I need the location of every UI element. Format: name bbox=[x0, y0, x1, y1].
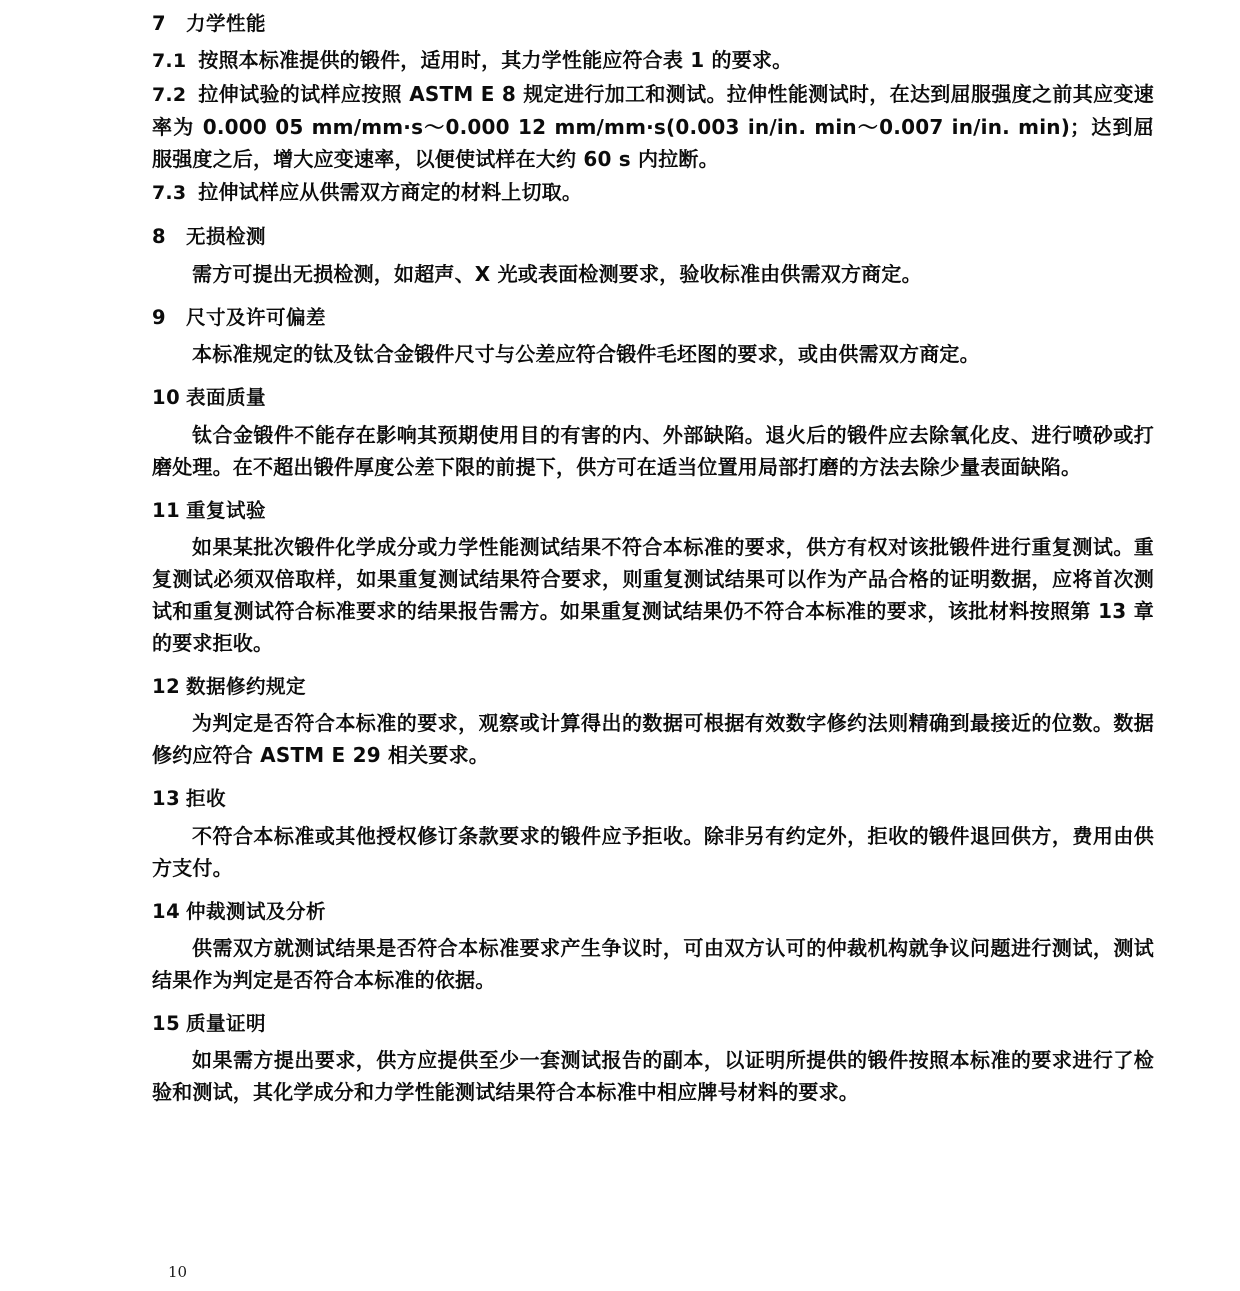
section-title-12: 数据修约规定 bbox=[186, 674, 307, 698]
section-number-14: 14 bbox=[152, 899, 181, 923]
clause-text-7-2: 拉伸试验的试样应按照 ASTM E 8 规定进行加工和测试。拉伸性能测试时，在达到屈服强度之前其应变速率为 0.000 05 mm/mm·s～0.000 12 mm/mm·s(0.003 in/in. min～0.007 in/in. min)；达到屈服强度之后，增大应变速率，以便使试样在大约 60 s 内拉断。 bbox=[152, 82, 1154, 172]
clause-text-7-1: 按照本标准提供的锻件，适用时，其力学性能应符合表 1 的要求。 bbox=[198, 48, 793, 73]
section-title-11: 重复试验 bbox=[186, 498, 267, 522]
clause-7-1 bbox=[152, 44, 1154, 77]
section-number-9: 9 bbox=[152, 305, 167, 329]
section-title-9: 尺寸及许可偏差 bbox=[186, 305, 327, 329]
section-heading-7 bbox=[152, 12, 1154, 36]
section-heading-14 bbox=[152, 900, 1154, 924]
section-heading-9 bbox=[152, 306, 1154, 330]
section-number-13: 13 bbox=[152, 787, 181, 811]
section-block-12 bbox=[152, 675, 1154, 771]
clause-text-7-3: 拉伸试样应从供需双方商定的材料上切取。 bbox=[198, 180, 583, 205]
section-heading-12 bbox=[152, 675, 1154, 699]
section-number-10: 10 bbox=[152, 386, 181, 410]
section-title-7: 力学性能 bbox=[186, 12, 267, 35]
section-block-9 bbox=[152, 306, 1154, 370]
section-number-7: 7 bbox=[152, 12, 167, 35]
section-block-11 bbox=[152, 499, 1154, 659]
clause-label-7-2: 7.2 bbox=[152, 84, 187, 107]
section-paragraph-12-1: 为判定是否符合本标准的要求，观察或计算得出的数据可根据有效数字修约法则精确到最接近的位数。数据修约应符合 ASTM E 29 相关要求。 bbox=[152, 711, 1154, 768]
section-title-14: 仲裁测试及分析 bbox=[186, 899, 327, 923]
section-title-10: 表面质量 bbox=[186, 386, 267, 410]
section-number-8: 8 bbox=[152, 225, 167, 249]
section-block-7 bbox=[152, 12, 1154, 209]
section-paragraph-9-1: 本标准规定的钛及钛合金锻件尺寸与公差应符合锻件毛坯图的要求，或由供需双方商定。 bbox=[192, 342, 980, 367]
section-title-13: 拒收 bbox=[186, 787, 227, 811]
section-paragraph-8-1: 需方可提出无损检测，如超声、X 光或表面检测要求，验收标准由供需双方商定。 bbox=[192, 261, 922, 286]
clause-7-2 bbox=[152, 78, 1154, 175]
section-paragraph-13-1: 不符合本标准或其他授权修订条款要求的锻件应予拒收。除非另有约定外，拒收的锻件退回供方，费用由供方支付。 bbox=[152, 823, 1154, 880]
section-number-11: 11 bbox=[152, 498, 181, 522]
section-block-10 bbox=[152, 386, 1154, 482]
page-number: 10 bbox=[168, 1263, 188, 1281]
section-heading-8 bbox=[152, 225, 1154, 249]
clause-label-7-1: 7.1 bbox=[152, 50, 187, 73]
section-block-13 bbox=[152, 787, 1154, 883]
section-heading-11 bbox=[152, 499, 1154, 523]
section-paragraph-15-1: 如果需方提出要求，供方应提供至少一套测试报告的副本，以证明所提供的锻件按照本标准的要求进行了检验和测试，其化学成分和力学性能测试结果符合本标准中相应牌号材料的要求。 bbox=[152, 1048, 1154, 1105]
section-heading-15 bbox=[152, 1012, 1154, 1036]
section-heading-10 bbox=[152, 386, 1154, 410]
section-paragraph-11-1: 如果某批次锻件化学成分或力学性能测试结果不符合本标准的要求，供方有权对该批锻件进行重复测试。重复测试必须双倍取样，如果重复测试结果符合要求，则重复测试结果可以作为产品合格的证明数据，应将首次测试和重复测试符合标准要求的结果报告需方。如果重复测试结果仍不符合本标准的要求，该批材料按照第 13 章的要求拒收。 bbox=[152, 534, 1154, 655]
section-number-12: 12 bbox=[152, 674, 181, 698]
section-title-15: 质量证明 bbox=[186, 1012, 267, 1035]
clause-7-3 bbox=[152, 176, 1154, 209]
section-block-8 bbox=[152, 225, 1154, 289]
section-block-14 bbox=[152, 900, 1154, 996]
section-heading-13 bbox=[152, 787, 1154, 811]
section-paragraph-10-1: 钛合金锻件不能存在影响其预期使用目的有害的内、外部缺陷。退火后的锻件应去除氧化皮、进行喷砂或打磨处理。在不超出锻件厚度公差下限的前提下，供方可在适当位置用局部打磨的方法去除少量表面缺陷。 bbox=[152, 422, 1154, 479]
section-block-15 bbox=[152, 1012, 1154, 1108]
section-title-8: 无损检测 bbox=[186, 225, 267, 249]
section-paragraph-14-1: 供需双方就测试结果是否符合本标准要求产生争议时，可由双方认可的仲裁机构就争议问题进行测试，测试结果作为判定是否符合本标准的依据。 bbox=[152, 936, 1154, 992]
clause-label-7-3: 7.3 bbox=[152, 182, 187, 205]
section-number-15: 15 bbox=[152, 1012, 181, 1035]
